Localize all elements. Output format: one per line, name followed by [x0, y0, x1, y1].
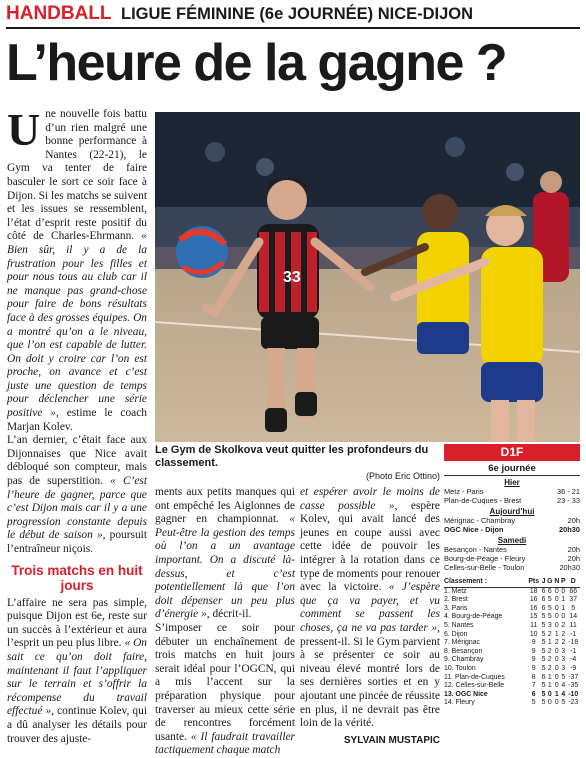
standings-cell: -9: [570, 664, 577, 672]
standings-cell: 5: [547, 604, 552, 612]
standings-cell: 0: [561, 587, 566, 595]
standings-cell: 1: [561, 596, 566, 604]
standings-cell: 5: [541, 664, 546, 672]
standings-cell: 0: [554, 664, 559, 672]
fixture-row: [444, 545, 580, 554]
standings-cell: 6: [541, 596, 546, 604]
match-photo: [155, 112, 580, 442]
text: , continue Kolev, qui a dû analyser les détails pour trouver des ajuste-: [7, 705, 147, 745]
standings-cell: 9: [531, 664, 536, 672]
standings-cell: 9: [531, 639, 536, 647]
fixture-row: [444, 563, 580, 572]
standings-row: [444, 596, 580, 605]
photo-illustration: [155, 112, 580, 442]
fixture-score: 20h30: [559, 563, 580, 572]
standings-cell: 16: [529, 596, 538, 604]
fixture-row: [444, 554, 580, 563]
standings-row: [444, 656, 580, 665]
quote: « C’est l’heure de gagner, parce que c’est Dijon mais car il y a une progression constante depuis le début de saison »: [7, 475, 147, 542]
standings-header-cell: D: [570, 578, 576, 585]
standings-cell: 0: [547, 699, 552, 707]
fixture-teams: Plan-de-Cuques - Brest: [444, 496, 522, 505]
standings-row: [444, 691, 580, 700]
fixture-day-label: Aujourd’hui: [489, 507, 535, 516]
standings-cell: 5: [541, 639, 546, 647]
standings-team: 12. Celles-sur-Belle: [444, 682, 505, 690]
standings-cell: 0: [554, 656, 559, 664]
standings-cell: 5: [541, 656, 546, 664]
quote: « On sait ce qu’on doit faire, maintenant il faut l’appliquer sur le terrain et s’offrir la récompense du travail effectué »: [7, 637, 147, 718]
fixture-day-label: Hier: [504, 478, 520, 487]
standings-cell: 0: [547, 690, 552, 698]
standings-cell: 5: [561, 673, 566, 681]
sidebar-title: D1F: [444, 444, 580, 461]
standings-cell: 1: [547, 673, 552, 681]
standings-team: 8. Besançon: [444, 647, 483, 655]
standings-cell: 14: [569, 613, 578, 621]
standings-cell: -10: [568, 690, 579, 698]
standings-cell: 1: [554, 630, 559, 638]
quote: « Il faudrait travailler tactiquement chaque match: [155, 730, 295, 757]
standings-cell: 6: [541, 587, 546, 595]
dropcap: U: [7, 104, 41, 155]
photo-caption: [155, 444, 440, 480]
standings-cell: 5: [571, 604, 576, 612]
text: , espère Kolev, qui avait lancé des jeunes en coupe aussi avec cette idée de pouvoir les intégrer à la rotation dans ce type de moments pour renouer avec la victoire.: [300, 499, 440, 594]
standings-cell: 0: [561, 613, 566, 621]
paragraph: [300, 486, 440, 731]
standings-cell: 2: [547, 630, 552, 638]
fixture-teams: Metz - Paris: [444, 487, 484, 496]
standings-team: 4. Bourg-de-Péage: [444, 613, 503, 621]
standings-cell: 5: [541, 630, 546, 638]
caption-text: Le Gym de Skolkova veut quitter les profondeurs du classement.: [155, 444, 429, 469]
text: S’imposer ce soir pour débuter un enchaînement de trois matchs en huit jours serait idéal pour l’OGCN, qui a mis l’accent sur la préparation physique pour traverser au mieux cette série de rencontres forcément usante.: [155, 621, 295, 743]
text: L’affaire ne sera pas simple, puisque Dijon est 6e, reste sur un succès à l’extérieur et aura l’esprit un peu plus libre.: [7, 596, 147, 650]
standings-team: 13. OGC Nice: [444, 690, 488, 698]
standings-cell: 5: [547, 613, 552, 621]
standings-cell: 3: [561, 664, 566, 672]
standings-row: [444, 665, 580, 674]
handball: [176, 226, 228, 278]
standings-row: [444, 605, 580, 614]
text: , décrit-il.: [206, 608, 252, 621]
standings-cell: 0: [554, 613, 559, 621]
standings-header-cell: J: [541, 578, 546, 585]
standings-cell: 0: [554, 647, 559, 655]
fixture-score: 20h30: [559, 525, 580, 534]
fixture-teams: Bourg-de-Péage - Fleury: [444, 554, 526, 563]
standings-cell: -4: [570, 656, 577, 664]
text: ne nouvelle fois battu d’un rien malgré une bonne performance à Nantes (22-21), le Gym va tenter de faire basculer le sort ce soir face à Dijon. Si les matchs se suivent et les issues se ressemblent, l’état d’esprit reste positif du côté de Charles-Ehrmann.: [7, 108, 147, 243]
standings-cell: 3: [561, 647, 566, 655]
standings-cell: -1: [570, 630, 577, 638]
standings-cell: 5: [541, 682, 546, 690]
standings-team: 6. Dijon: [444, 630, 468, 638]
standings-cell: 1: [561, 604, 566, 612]
standings-cell: 2: [547, 664, 552, 672]
quote: « Peut-être la gestion des temps où l’on a un avantage important. On a discuté là-dessus, et c’est potentiellement là que l’on doit dépenser un peu plus d’énergie »: [155, 513, 295, 621]
standings-cell: 66: [569, 587, 578, 595]
kicker-league: LIGUE FÉMININE (6e JOURNÉE) NICE-DIJON: [121, 5, 474, 23]
standings-cell: 0: [554, 673, 559, 681]
standings-cell: 0: [554, 699, 559, 707]
standings-cell: -37: [568, 673, 579, 681]
standings-row: [444, 682, 580, 691]
standings-cell: 5: [561, 699, 566, 707]
fixture-teams: Mérignac - Chambray: [444, 516, 516, 525]
standings-cell: 5: [547, 596, 552, 604]
standings-cell: 5: [541, 690, 546, 698]
byline: SYLVAIN MUSTAPIC: [343, 734, 440, 746]
fixture-row: [444, 487, 580, 496]
headline: L’heure de la gagne ?: [6, 34, 507, 92]
standings-cell: 9: [531, 656, 536, 664]
section-kicker: [6, 3, 580, 25]
standings-cell: 5: [541, 647, 546, 655]
standings-cell: 4: [561, 682, 566, 690]
standings-cell: 5: [541, 621, 546, 629]
standings-cell: -23: [568, 699, 579, 707]
quote: « J’espère que ça va payer, et vu comment se passent les choses, ça ne va pas tarder »: [300, 581, 440, 634]
standings-cell: 6: [541, 673, 546, 681]
standings-row: [444, 587, 580, 596]
standings-cell: 3: [561, 656, 566, 664]
standings-cell: 5: [541, 699, 546, 707]
standings-table: [444, 578, 580, 708]
text: ments aux petits manques qui ont empêché les Aiglonnes de gagner en championnat.: [155, 486, 295, 526]
standings-team: 5. Nantes: [444, 621, 474, 629]
quote: « Bien sûr, il y a de la frustration pour les filles et pour nous tous au club car il ne manque pas grand-chose pour faire de bons résultats face à des grosses équipes. On a montré qu’on a le niveau, que l’on est capable de lutter. On doit y croire car l’on est proche, on avance et c’est juste une question de temps pour déclencher une série positive »: [7, 230, 147, 420]
standings-cell: 6: [547, 587, 552, 595]
standings-cell: 8: [531, 673, 536, 681]
text: L’an dernier, c’était face aux Dijonnaises que Nice avait débloqué son compteur, mais pas de superstition.: [7, 434, 147, 488]
article-column-1: [7, 104, 147, 745]
standings-team: 1. Metz: [444, 587, 467, 595]
standings-cell: 7: [531, 682, 536, 690]
fixture-teams: OGC Nice - Dijon: [444, 525, 504, 534]
kicker-sport: HANDBALL: [6, 3, 112, 24]
standings-cell: 18: [529, 587, 538, 595]
standings-header-cell: N: [554, 578, 560, 585]
fixture-score: 23 - 33: [556, 496, 580, 505]
fixtures-list: [444, 478, 580, 572]
standings-header-cell: Pts: [528, 578, 540, 585]
subheading: Trois matchs en huit jours: [11, 562, 143, 593]
standings-cell: 2: [561, 630, 566, 638]
standings-header-row: [444, 578, 580, 587]
jersey-number: 33: [283, 269, 301, 286]
paragraph: [7, 104, 147, 434]
standings-team: 7. Mérignac: [444, 639, 481, 647]
article-column-2: [155, 486, 295, 757]
paragraph: [7, 434, 147, 556]
standings-cell: 2: [547, 656, 552, 664]
fixture-row: [444, 496, 580, 505]
standings-cell: 11: [530, 621, 538, 629]
standings-cell: 10: [529, 630, 538, 638]
standings-body: [444, 587, 580, 708]
fixture-score: 20h: [567, 545, 580, 554]
standings-cell: 5: [541, 613, 546, 621]
standings-team: 3. Paris: [444, 604, 468, 612]
text: , estime le coach Marjan Kolev.: [7, 407, 147, 433]
results-sidebar: [444, 444, 580, 742]
fixture-teams: Celles-sur-Belle - Toulon: [444, 563, 525, 572]
standings-cell: 9: [531, 647, 536, 655]
standings-header-cell: Classement :: [444, 578, 487, 585]
standings-row: [444, 648, 580, 657]
standings-cell: 0: [554, 682, 559, 690]
standings-cell: 0: [554, 604, 559, 612]
article-column-3: [300, 486, 440, 746]
sidebar-journee: 6e journée: [444, 464, 580, 476]
standings-cell: -1: [570, 647, 577, 655]
standings-cell: 0: [554, 621, 559, 629]
standings-team: 11. Plan-de-Cuques: [444, 673, 505, 681]
standings-cell: 2: [561, 621, 566, 629]
fixture-teams: Besançon - Nantes: [444, 545, 507, 554]
standings-cell: 16: [529, 604, 538, 612]
standings-team: 10. Toulon: [444, 664, 476, 672]
standings-cell: 6: [541, 604, 546, 612]
standings-cell: 0: [554, 587, 559, 595]
standings-cell: 2: [547, 647, 552, 655]
standings-cell: 5: [531, 699, 536, 707]
standings-row: [444, 639, 580, 648]
standings-cell: 0: [554, 596, 559, 604]
standings-team: 2. Brest: [444, 596, 468, 604]
standings-cell: 2: [561, 639, 566, 647]
paragraph: [155, 486, 295, 622]
fixture-row: [444, 525, 580, 534]
paragraph: [7, 597, 147, 747]
fixture-score: 20h: [567, 554, 580, 563]
standings-row: [444, 622, 580, 631]
fixture-score: 20h: [567, 516, 580, 525]
standings-cell: 3: [547, 621, 552, 629]
standings-row: [444, 699, 580, 708]
fixture-row: [444, 516, 580, 525]
standings-cell: 1: [547, 639, 552, 647]
text: , pressent-il. Si le Gym parvient à se présenter ce soir au niveau élevé montré lors de ses dernières sorties et en y ajoutant une pincée de réussite en plus, il ne devrait pas être loin de la vérité.: [300, 621, 440, 730]
standings-team: 9. Chambray: [444, 656, 484, 664]
standings-team: 14. Fleury: [444, 699, 475, 707]
standings-cell: -35: [568, 682, 579, 690]
standings-cell: 2: [554, 639, 559, 647]
paragraph: [155, 622, 295, 758]
standings-cell: 4: [561, 690, 566, 698]
quote: et espérer avoir le moins de casse possible »: [300, 486, 440, 512]
fixture-score: 36 - 21: [556, 487, 580, 496]
standings-row: [444, 631, 580, 640]
photo-credit: (Photo Eric Ottino): [365, 471, 440, 481]
standings-row: [444, 674, 580, 683]
standings-cell: -18: [568, 639, 579, 647]
text: , poursuit l’entraîneur niçois.: [7, 529, 147, 555]
standings-header-cell: G: [547, 578, 553, 585]
standings-cell: 1: [547, 682, 552, 690]
standings-cell: 11: [569, 621, 577, 629]
standings-cell: 15: [529, 613, 538, 621]
standings-header-cell: P: [561, 578, 566, 585]
standings-row: [444, 613, 580, 622]
fixture-day-label: Samedi: [497, 536, 527, 545]
standings-cell: 37: [569, 596, 578, 604]
standings-cell: 6: [531, 690, 536, 698]
standings-cell: 1: [554, 690, 559, 698]
